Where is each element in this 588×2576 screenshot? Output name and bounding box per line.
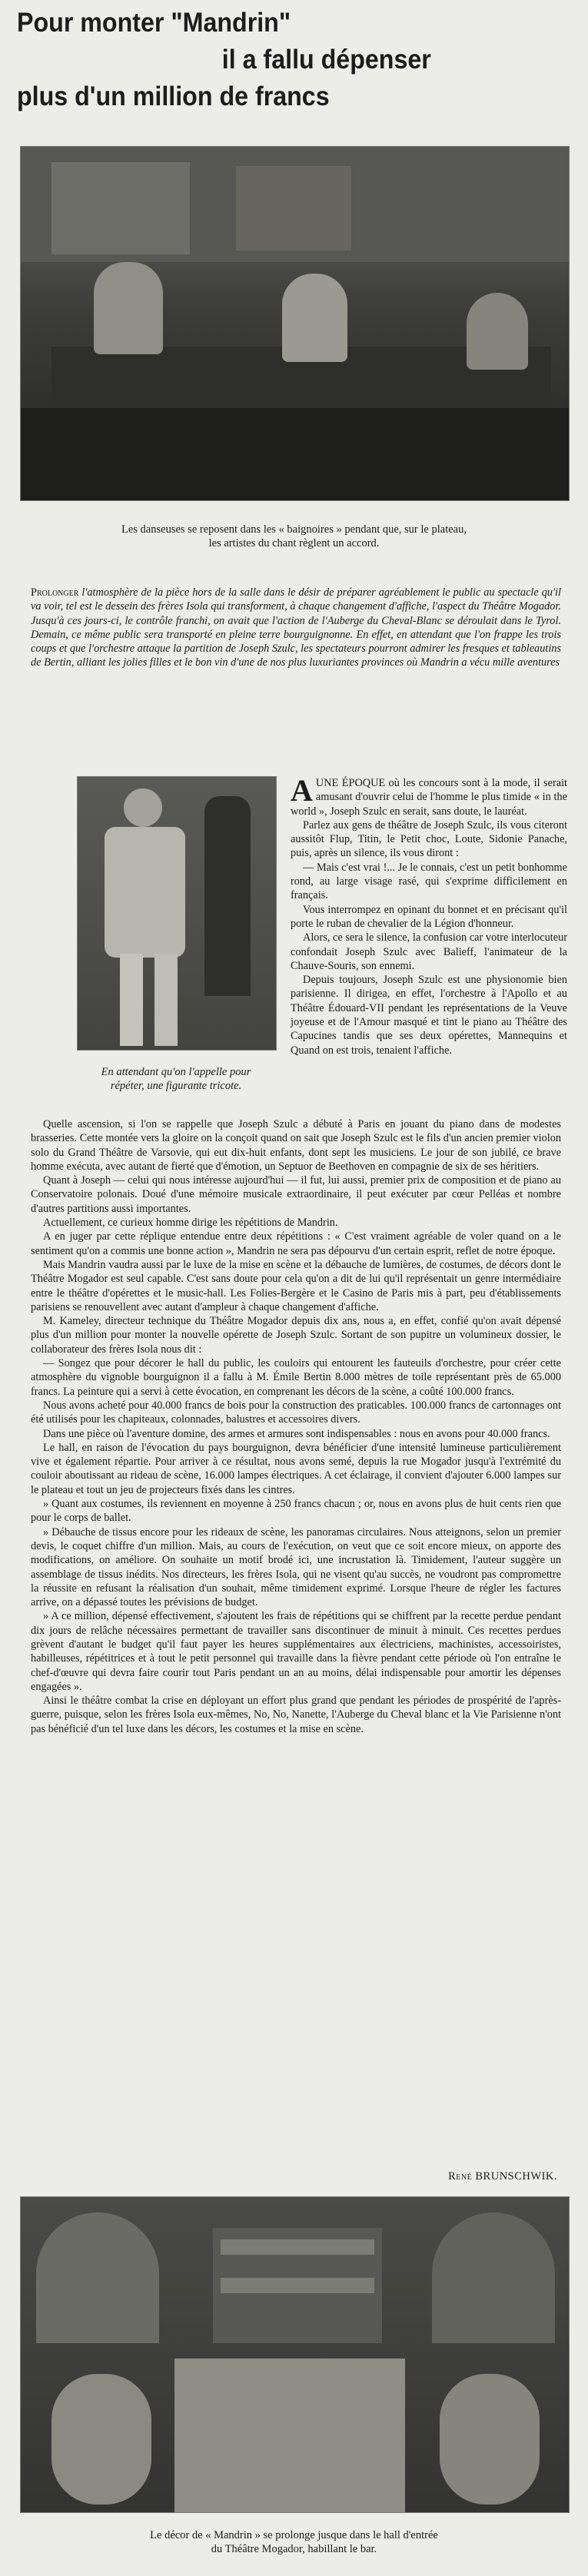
intro-paragraph: Prolonger l'atmosphère de la pièce hors de la salle dans le désir de préparer agréablement le public au spectacle qu'il va voir, tel est le dessein des frères Isola qui transforment, à chaque changement d'affiche, l'aspect du Théâtre Mogador. Jusqu'à ces jours-ci, le contrôle franchi, on avait que l'action de l'Auberge du Cheval-Blanc se déroulait dans le Tyrol. Demain, ce même public sera transporté en pleine terre bourguignonne. En effet, en attendant que l'on frappe les trois coups et que l'orchestre attaque la partition de Joseph Szulc, les spectateurs pourront admirer les fresques et tableautins de Bertin, alliant les jolies filles et le bon vin d'une de nos plus luxuriantes provinces où Mandrin a vécu mille aventures (31, 586, 561, 669)
photo-mogador-bar (20, 2196, 570, 2513)
article-column: AUNE ÉPOQUE où les concours sont à la mode, il serait amusant d'ouvrir celui de l'homme le plus timide « in the world », Joseph Szulc en serait, sans doute, le lauréat. Parlez aux gens de théâtre de Joseph Szulc, ils vous citeront aussitôt Flup, Titin, le Petit choc, Loute, Sidonie Panache, puis, après un silence, ils vous diront : — Mais c'est vrai !... Je le connais, c'est un petit bonhomme rond, au large visage rasé, qui s'exprime difficilement en français. Vous interrompez en opinant du bonnet et en précisant qu'il porte le ruban de chevalier de la Légion d'honneur. Alors, ce sera le silence, la confusion car votre interlocuteur confondait Joseph Szulc avec Balieff, l'animateur de la Chauve-Souris, son ennemi. Depuis toujours, Joseph Szulc est une physionomie bien parisienne. Il dirigea, en effet, l'orchestre à l'Apollo et au Théâtre Édouard-VII pendant les représentations de la Veuve joyeuse et de l'Amour masqué et tint le piano au Théâtre des Capucines tandis que ses deux opérettes, Mannequins et Quand on est trois, tenaient l'affiche. (291, 773, 567, 1057)
drop-cap: A (291, 773, 313, 808)
photo-mogador-bar-caption: Le décor de « Mandrin » se prolonge jusque dans le hall d'entrée du Théâtre Mogador, habillant le bar. (150, 2529, 438, 2555)
photo-dancers-in-boxes (20, 146, 570, 501)
photo-figurante-knitting (77, 776, 277, 1051)
headline-line-2: il a fallu dépenser (221, 45, 431, 75)
author-signature: René BRUNSCHWIK. (448, 2170, 557, 2183)
headline-line-3: plus d'un million de francs (17, 81, 330, 111)
headline-line-1: Pour monter "Mandrin" (17, 8, 291, 38)
article-body: Quelle ascension, si l'on se rappelle que Joseph Szulc a débuté à Paris en jouant du piano dans de modestes brasseries. Cette montée vers la gloire on la conçoit quand on sait que Joseph Szulc est le fils d'un ancien premier violon solo du Grand Théâtre de Varsovie, qui eut dix-huit enfants, dont sept les musiciens. Le jour de son jubilé, ce brave homme exécuta, avec autant de fierté que d'émotion, un Septuor de Beethoven en compagnie de six de ses héritiers. Quant à Joseph — celui qui nous intéresse aujourd'hui — il fut, lui aussi, premier prix de composition et de piano au Conservatoire polonais. Doué d'une mémoire musicale extraordinaire, il peut exécuter par cœur Pelléas et nombre d'autres partitions aussi importantes. Actuellement, ce curieux homme dirige les répétitions de Mandrin. A en juger par cette réplique entendue entre deux répétitions : « C'est vraiment agréable de voler quand on a le sentiment qu'on a commis une bonne action », Mandrin ne sera pas dépourvu d'un certain esprit, reflet de notre époque. Mais Mandrin vaudra aussi par le luxe de la mise en scène et la débauche de lumières, de costumes, de décors dont le Théâtre Mogador est seul capable. C'est sans doute pour cela qu'on a dit de lui qu'il représentait un genre intermédiaire entre le théâtre d'opérettes et le music-hall. Les Folies-Bergère et le Casino de Paris mis à part, peu d'établissements parisiens se renouvellent avec autant d'ampleur à chaque changement d'affiche. M. Kameley, directeur technique du Théâtre Mogador depuis dix ans, nous a, en effet, confié qu'on avait dépensé plus d'un million pour monter la nouvelle opérette de Joseph Szulc. Sortant de son pupitre un volumineux dossier, le collaborateur des frères Isola nous dit : — Songez que pour décorer le hall du public, les couloirs qui entourent les fauteuils d'orchestre, pour créer cette atmosphère du vignoble bourguignon il a fallu à M. Émile Bertin 8.000 mètres de toile représentant près de 65.000 francs. La peinture qui a servi à cette évocation, en comprenant les décors de la scène, a coûté 100.000 francs. Nous avons acheté pour 40.000 francs de bois pour la construction des praticables. 100.000 francs de cartonnages ont été utilisés pour les chapiteaux, colonnades, balustres et accessoires divers. Dans une pièce où l'aventure domine, des armes et armures sont indispensables : nous en avons pour 40.000 francs. Le hall, en raison de l'évocation du pays bourguignon, devra bénéficier d'une intensité lumineuse particulièrement vive et également répartie. Pour arriver à ce résultat, nous avons semé, depuis la rue Mogador jusqu'à l'extrémité du couloir aboutissant au rideau de scène, 16.000 lampes électriques. A cet éclairage, il convient d'ajouter 6.000 lampes sur le plateau et tout un jeu de projecteurs fixés dans les cintres. » Quant aux costumes, ils reviennent en moyenne à 250 francs chacun ; or, nous en avons plus de huit cents rien que pour le corps de ballet. » Débauche de tissus encore pour les rideaux de scène, les panoramas circulaires. Nous atteignons, selon un premier devis, le coquet chiffre d'un million. Mais, au cours de l'exécution, on veut que ce soit encore mieux, on apporte des modifications, on améliore. On souhaite un motif brodé ici, une incrustation là. Timidement, l'auteur suggère un assemblage de tissus inédits. Nos directeurs, les frères Isola, qui ne visent qu'au succès, ne voudront pas compromettre la réussite en refusant la réalisation d'un souhait, même timidement exprimé. Lorsque l'heure de régler les factures arrive, on a dépassé toutes les prévisions de budget. » A ce million, dépensé effectivement, s'ajoutent les frais de répétitions qui se chiffrent par la recette perdue pendant dix jours de relâche nécessaires permettant de travailler sans discontinuer de minuit à minuit. Ces recettes perdues grèvent d'autant le budget qu'il faut payer les heures supplémentaires aux électriciens, machinistes, accessoiristes, habilleuses, répétitrices et à tout le petit personnel qui travaille dans la fièvre pendant cette période où l'on entraîne le chef-d'œuvre qui devra faire courir tout Paris pendant un an au moins, délai indispensable pour amortir les dépenses engagées ». Ainsi le théâtre combat la crise en déployant un effort plus grand que pendant les périodes de prospérité de l'après-guerre, puisque, selon les frères Isola eux-mêmes, No, No, Nanette, l'Auberge du Cheval blanc et la Vie Parisienne n'ont pas bénéficié d'un tel luxe dans les décors, les costumes et la mise en scène. (31, 1118, 561, 1735)
headline (17, 5, 530, 115)
photo-figurante-caption: En attendant qu'on l'appelle pour répéter, une figurante tricote. (101, 1066, 251, 1092)
photo-dancers-caption: Les danseuses se reposent dans les « baignoires » pendant que, sur le plateau, les artistes du chant règlent un accord. (121, 523, 467, 549)
